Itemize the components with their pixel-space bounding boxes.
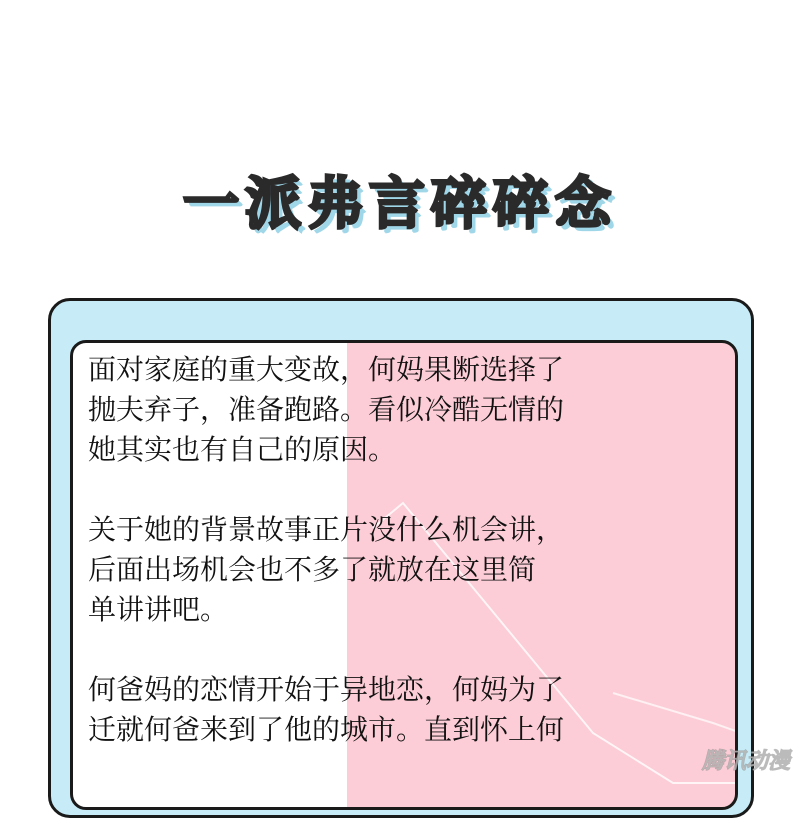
text-line: 后面出场机会也不多了就放在这里简 bbox=[88, 553, 537, 586]
paragraph-3 bbox=[88, 670, 728, 750]
text-line: 关于她的背景故事正片没什么机会讲， bbox=[88, 513, 565, 546]
paragraph-1 bbox=[88, 350, 728, 470]
text-line: 她其实也有自己的原因。 bbox=[88, 433, 397, 466]
paragraph-2 bbox=[88, 510, 728, 630]
watermark-logo: 腾讯动漫 bbox=[701, 749, 790, 774]
text-line: 面对家庭的重大变故，何妈果断选择了 bbox=[88, 353, 565, 386]
page-title: 一派弗言碎碎念 bbox=[183, 172, 617, 237]
text-line: 何爸妈的恋情开始于异地恋，何妈为了 bbox=[88, 673, 565, 706]
text-line: 迁就何爸来到了他的城市。直到怀上何 bbox=[88, 713, 565, 746]
body-text bbox=[88, 350, 728, 790]
text-line: 抛夫弃子，准备跑路。看似冷酷无情的 bbox=[88, 393, 565, 426]
text-line: 单讲讲吧。 bbox=[88, 593, 229, 626]
